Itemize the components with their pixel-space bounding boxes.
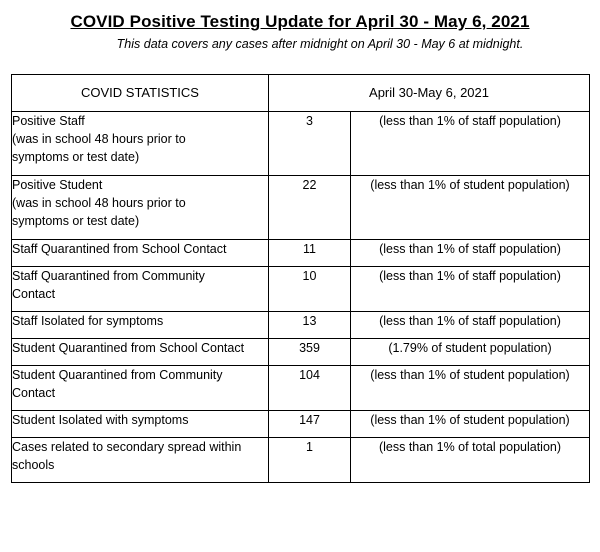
- row-note: (less than 1% of total population): [351, 438, 590, 483]
- row-note: (less than 1% of staff population): [351, 267, 590, 312]
- covid-statistics-table: [11, 74, 590, 483]
- row-count: 3: [269, 112, 351, 176]
- row-note: (less than 1% of staff population): [351, 312, 590, 339]
- table-row: [12, 312, 590, 339]
- row-note: (less than 1% of student population): [351, 411, 590, 438]
- row-label: Staff Quarantined from School Contact: [12, 240, 269, 267]
- row-label: Cases related to secondary spread within schools: [12, 438, 269, 483]
- column-header-date-range: April 30-May 6, 2021: [269, 75, 590, 112]
- table-row: [12, 339, 590, 366]
- row-count: 1: [269, 438, 351, 483]
- table-row: [12, 240, 590, 267]
- row-note: (less than 1% of student population): [351, 366, 590, 411]
- table-row: [12, 411, 590, 438]
- row-label: Student Quarantined from Community Contact: [12, 366, 269, 411]
- row-count: 147: [269, 411, 351, 438]
- row-label: Staff Isolated for symptoms: [12, 312, 269, 339]
- row-count: 359: [269, 339, 351, 366]
- row-label: Positive Staff (was in school 48 hours prior to symptoms or test date): [12, 112, 269, 176]
- row-label: Student Isolated with symptoms: [12, 411, 269, 438]
- table-header-row: [12, 75, 590, 112]
- table-row: [12, 438, 590, 483]
- row-label: Staff Quarantined from Community Contact: [12, 267, 269, 312]
- table-row: [12, 267, 590, 312]
- table-row: [12, 176, 590, 240]
- row-label: Student Quarantined from School Contact: [12, 339, 269, 366]
- row-note: (less than 1% of student population): [351, 176, 590, 240]
- column-header-statistics: COVID STATISTICS: [12, 75, 269, 112]
- row-note: (1.79% of student population): [351, 339, 590, 366]
- row-note: (less than 1% of staff population): [351, 112, 590, 176]
- row-count: 10: [269, 267, 351, 312]
- table-row: [12, 112, 590, 176]
- row-count: 13: [269, 312, 351, 339]
- row-note: (less than 1% of staff population): [351, 240, 590, 267]
- row-count: 104: [269, 366, 351, 411]
- page-title: COVID Positive Testing Update for April 30 - May 6, 2021: [70, 12, 530, 31]
- row-count: 22: [269, 176, 351, 240]
- page-subtitle: This data covers any cases after midnight on April 30 - May 6 at midnight.: [116, 37, 524, 51]
- row-label: Positive Student (was in school 48 hours prior to symptoms or test date): [12, 176, 269, 240]
- table-row: [12, 366, 590, 411]
- row-count: 11: [269, 240, 351, 267]
